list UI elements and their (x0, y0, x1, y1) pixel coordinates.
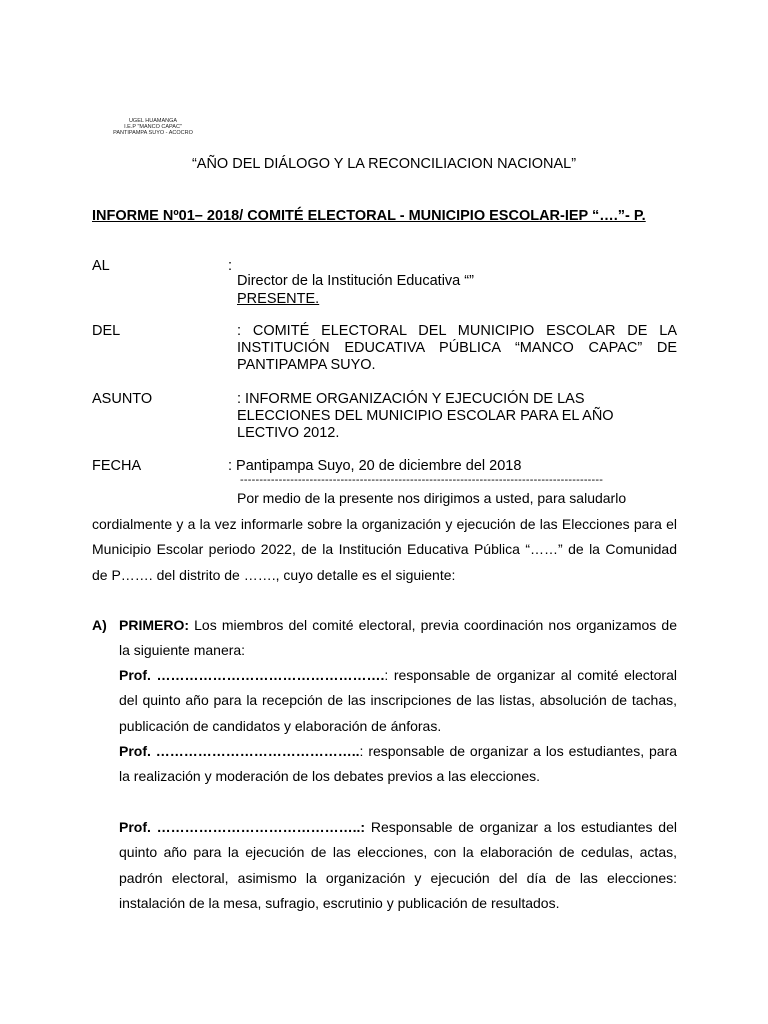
intro-paragraph: cordialmente y a la vez informarle sobre la organización y ejecución de las Elecciones para el Municipio Escolar periodo 2022, de la Institución Educativa Pública “……” de la Comunidad de P……. del distrito de ……., cuyo detalle es el siguiente: (92, 516, 677, 583)
intro-first-line: Por medio de la presente nos dirigimos a usted, para saludarlo (237, 490, 627, 506)
prof-item (119, 739, 677, 790)
asunto-label: ASUNTO (92, 391, 153, 407)
letterhead-line: I.E.P "MANCO CAPAC" (124, 124, 182, 131)
separator-line: ---------------------------------------------------------------------------------------------- (240, 474, 604, 486)
al-colon: : (228, 258, 233, 274)
prof-item (119, 663, 677, 739)
fecha-value: : Pantipampa Suyo, 20 de diciembre del 2018 (228, 458, 522, 474)
al-label: AL (92, 258, 110, 274)
letterhead (108, 118, 198, 137)
prof-duty: Responsable de organizar a los estudiantes del quinto año para la ejecución de las elecciones, con la elaboración de cedulas, actas, padrón electoral, asimismo la organización y ejecución del día de las elecciones: instalación de la mesa, sufragio, escrutinio y publicación de resultados. (119, 819, 677, 911)
prof-label: Prof. ……………………………………..: (119, 819, 366, 835)
prof-duty: : responsable de organizar a los estudiantes, para la realización y moderación de los debates previos a las elecciones. (119, 743, 677, 785)
year-motto: “AÑO DEL DIÁLOGO Y LA RECONCILIACION NACIONAL” (191, 156, 577, 172)
fecha-label: FECHA (92, 458, 142, 474)
letterhead-line: PANTIPAMPA SUYO - ACOCRO (113, 130, 193, 137)
del-value: : COMITÉ ELECTORAL DEL MUNICIPIO ESCOLAR DE LA INSTITUCIÓN EDUCATIVA PÚBLICA “MANCO CAPAC” DE PANTIPAMPA SUYO. (237, 323, 677, 373)
prof-duty: : responsable de organizar al comité electoral del quinto año para la recepción de las inscripciones de las listas, absolución de tachas, publicación de candidatos y elaboración de ánforas. (119, 667, 677, 734)
asunto-value: : INFORME ORGANIZACIÓN Y EJECUCIÓN DE LAS ELECCIONES DEL MUNICIPIO ESCOLAR PARA EL AÑO LECTIVO 2012. (237, 391, 614, 441)
section-a-body: Los miembros del comité electoral, previa coordinación nos organizamos de la siguiente manera: (119, 617, 677, 659)
section-a-marker: A) (92, 617, 107, 633)
report-title: INFORME Nº01– 2018/ COMITÉ ELECTORAL - MUNICIPIO ESCOLAR-IEP “….”- P. (92, 208, 646, 224)
prof-label: Prof. …………………………………….. (119, 743, 360, 759)
prof-item (119, 815, 677, 916)
letterhead-line: UGEL HUAMANGA (128, 118, 178, 124)
prof-label: Prof. …………………………………………. (119, 667, 385, 683)
section-a-heading: PRIMERO: (119, 617, 189, 633)
al-recipient: Director de la Institución Educativa “” (237, 273, 474, 289)
section-a-text (119, 613, 677, 664)
al-presente: PRESENTE. (237, 291, 320, 307)
del-label: DEL (92, 323, 121, 339)
